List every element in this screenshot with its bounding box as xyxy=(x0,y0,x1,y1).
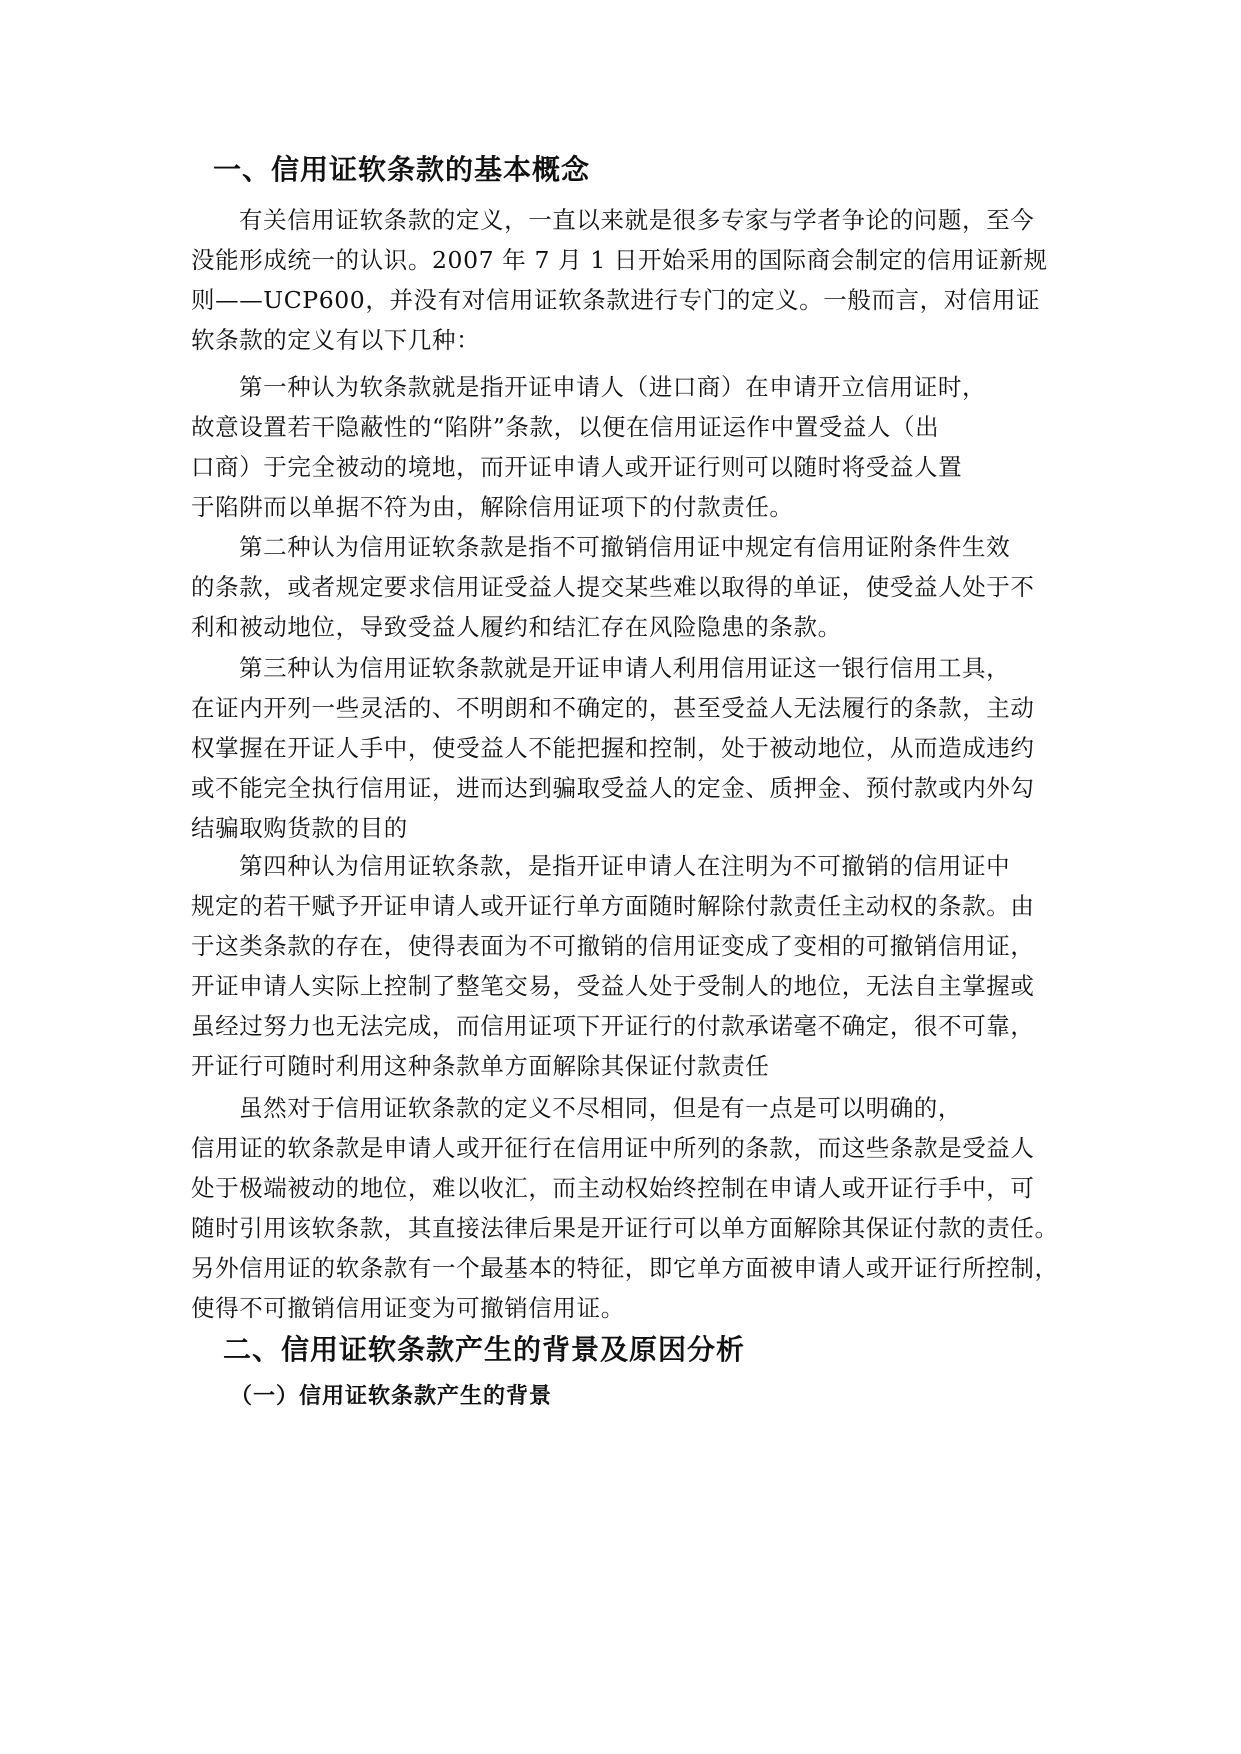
paragraph-line: 结骗取购货款的目的 xyxy=(191,814,408,842)
paragraph-line: 第二种认为信用证软条款是指不可撤销信用证中规定有信用证附条件生效 xyxy=(239,533,1011,561)
paragraph-line: 随时引用该软条款，其直接法律后果是开证行可以单方面解除其保证付款的责任。 xyxy=(191,1214,1059,1242)
paragraph-line: 则——UCP600，并没有对信用证软条款进行专门的定义。一般而言，对信用证 xyxy=(191,286,1041,314)
paragraph-line: 的条款，或者规定要求信用证受益人提交某些难以取得的单证，使受益人处于不 xyxy=(191,573,1035,601)
paragraph-line: 故意设置若干隐蔽性的“陷阱”条款，以便在信用证运作中置受益人（出 xyxy=(191,413,940,441)
paragraph-line: 第四种认为信用证软条款，是指开证申请人在注明为不可撤销的信用证中 xyxy=(239,852,1011,880)
heading-text: （一）信用证软条款产生的背景 xyxy=(230,1384,553,1409)
paragraph-line: 虽经过努力也无法完成，而信用证项下开证行的付款承诺毫不确定，很不可靠， xyxy=(191,1012,1035,1040)
paragraph-line: 没能形成统一的认识。2007 年 7 月 1 日开始采用的国际商会制定的信用证新规 xyxy=(191,246,1048,274)
paragraph-line: 第一种认为软条款就是指开证申请人（进口商）在申请开立信用证时， xyxy=(239,373,987,401)
paragraph-line: 利和被动地位，导致受益人履约和结汇存在风险隐患的条款。 xyxy=(191,613,842,641)
paragraph-line: 虽然对于信用证软条款的定义不尽相同，但是有一点是可以明确的， xyxy=(239,1094,962,1122)
paragraph-1 xyxy=(191,200,1061,360)
paragraph-line: 开证行可随时利用这种条款单方面解除其保证付款责任 xyxy=(191,1052,770,1080)
paragraph-line: 于陷阱而以单据不符为由，解除信用证项下的付款责任。 xyxy=(191,493,794,521)
heading-text: 二、信用证软条款产生的背景及原因分析 xyxy=(223,1333,746,1366)
paragraph-line: 软条款的定义有以下几种： xyxy=(191,326,481,354)
heading-text: 一、信用证软条款的基本概念 xyxy=(213,153,591,186)
paragraph-line: 规定的若干赋予开证申请人或开证行单方面随时解除付款责任主动权的条款。由 xyxy=(191,892,1035,920)
paragraph-line: 处于极端被动的地位，难以收汇，而主动权始终控制在申请人或开证行手中，可 xyxy=(191,1174,1035,1202)
paragraph-line: 在证内开列一些灵活的、不明朗和不确定的，甚至受益人无法履行的条款，主动 xyxy=(191,694,1035,722)
paragraph-line: 口商）于完全被动的境地，而开证申请人或开证行则可以随时将受益人置 xyxy=(191,453,963,481)
section-heading-2 xyxy=(223,1330,1093,1370)
paragraph-line: 于这类条款的存在，使得表面为不可撤销的信用证变成了变相的可撤销信用证， xyxy=(191,932,1035,960)
section-heading-1 xyxy=(213,150,1083,190)
paragraph-4 xyxy=(191,648,1061,848)
paragraph-2 xyxy=(191,367,1061,527)
paragraph-line: 第三种认为信用证软条款就是开证申请人利用信用证这一银行信用工具， xyxy=(239,654,1011,682)
paragraph-3 xyxy=(191,527,1061,647)
paragraph-line: 信用证的软条款是申请人或开征行在信用证中所列的条款，而这些条款是受益人 xyxy=(191,1134,1035,1162)
paragraph-line: 或不能完全执行信用证，进而达到骗取受益人的定金、质押金、预付款或内外勾 xyxy=(191,774,1035,802)
paragraph-line: 另外信用证的软条款有一个最基本的特征，即它单方面被申请人或开证行所控制， xyxy=(191,1254,1059,1282)
subsection-heading xyxy=(230,1380,1100,1414)
paragraph-6 xyxy=(191,1088,1061,1328)
paragraph-5 xyxy=(191,846,1061,1086)
paragraph-line: 权掌握在开证人手中，使受益人不能把握和控制，处于被动地位，从而造成违约 xyxy=(191,734,1035,762)
paragraph-line: 有关信用证软条款的定义，一直以来就是很多专家与学者争论的问题，至今 xyxy=(239,206,1035,234)
paragraph-line: 开证申请人实际上控制了整笔交易，受益人处于受制人的地位，无法自主掌握或 xyxy=(191,972,1035,1000)
paragraph-line: 使得不可撤销信用证变为可撤销信用证。 xyxy=(191,1294,625,1322)
